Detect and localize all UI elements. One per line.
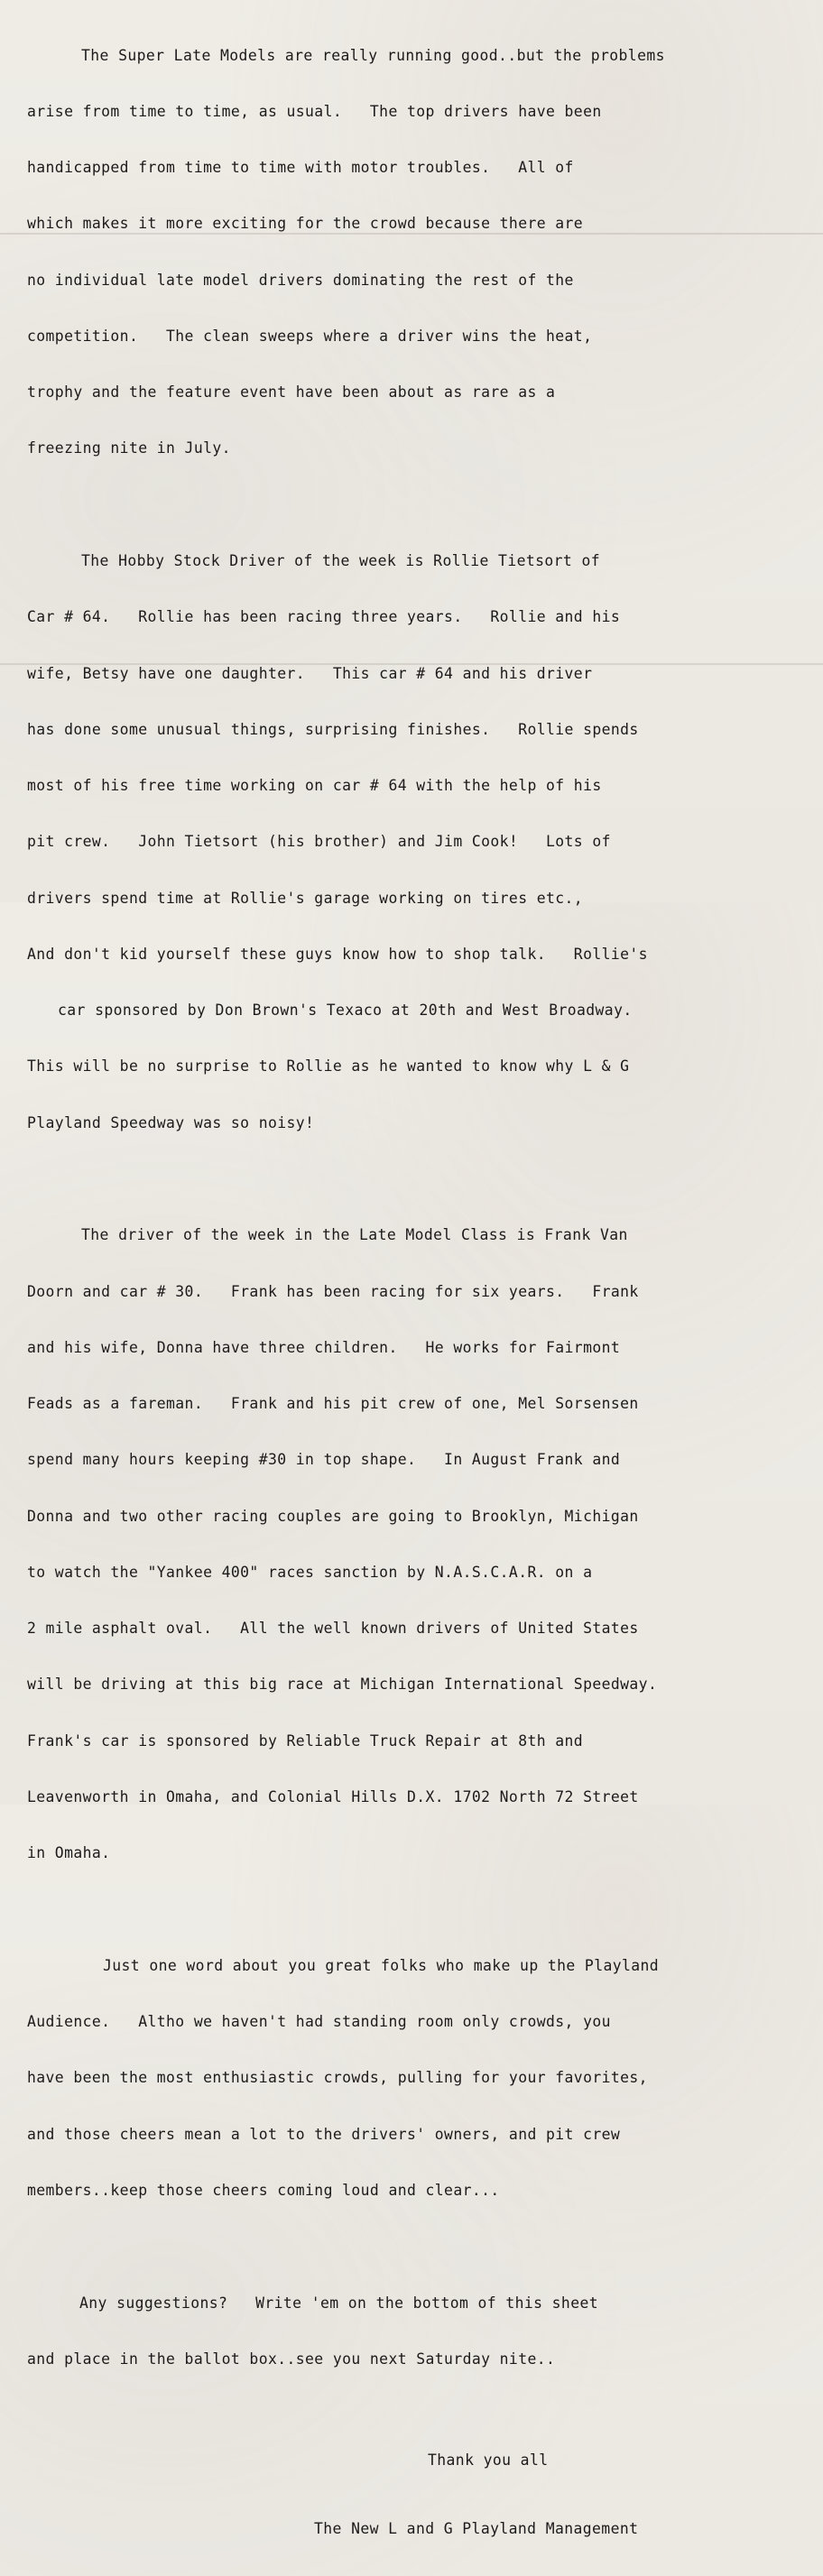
paragraph-late-models xyxy=(27,9,805,496)
text-line: arise from time to time, as usual. The top drivers have been xyxy=(27,102,602,120)
text-line: This will be no surprise to Rollie as he wanted to know why L & G xyxy=(27,1057,630,1076)
text-line: Feads as a fareman. Frank and his pit crew of one, Mel Sorsensen xyxy=(27,1395,639,1412)
text-line: And don't kid yourself these guys know how to shop talk. Rollie's xyxy=(27,945,648,963)
text-line: Car # 64. Rollie has been racing three years. Rollie and his xyxy=(27,608,621,626)
text-line: spend many hours keeping #30 in top shape. In August Frank and xyxy=(27,1451,621,1469)
text-line: and place in the ballot box..see you next Saturday nite.. xyxy=(27,2350,556,2368)
text-line: The driver of the week in the Late Model Class is Frank Van xyxy=(81,1226,628,1244)
text-line: competition. The clean sweeps where a driver wins the heat, xyxy=(27,327,593,345)
text-line: handicapped from time to time with motor troubles. All of xyxy=(27,159,574,176)
text-line: freezing nite in July. xyxy=(27,439,231,457)
paragraph-audience xyxy=(27,1919,805,2238)
text-line: Audience. Altho we haven't had standing room only crowds, you xyxy=(27,2013,611,2030)
text-line: in Omaha. xyxy=(27,1844,111,1861)
text-line: have been the most enthusiastic crowds, pulling for your favorites, xyxy=(27,2069,648,2087)
text-line: wife, Betsy have one daughter. This car # 64 and his driver xyxy=(27,664,593,682)
paragraph-hobby-stock-driver xyxy=(27,515,805,1170)
text-line: 2 mile asphalt oval. All the well known drivers of United States xyxy=(27,1620,639,1637)
text-line: has done some unusual things, surprising finishes. Rollie spends xyxy=(27,720,639,738)
text-line: and his wife, Donna have three children. He works for Fairmont xyxy=(27,1338,621,1356)
text-line: Any suggestions? Write 'em on the bottom of this sheet xyxy=(79,2294,599,2312)
text-line: Playland Speedway was so noisy! xyxy=(27,1113,315,1131)
text-line: members..keep those cheers coming loud and clear... xyxy=(27,2181,500,2199)
text-line: pit crew. John Tietsort (his brother) and Jim Cook! Lots of xyxy=(27,833,611,851)
text-line: Frank's car is sponsored by Reliable Truck Repair at 8th and xyxy=(27,1731,584,1750)
text-line: Donna and two other racing couples are going to Brooklyn, Michigan xyxy=(27,1507,639,1525)
text-line: car sponsored by Don Brown's Texaco at 20th and West Broadway. xyxy=(58,1002,633,1019)
text-line: The Super Late Models are really running good..but the problems xyxy=(81,46,665,64)
thank-you-line: Thank you all xyxy=(428,2451,549,2469)
text-line: drivers spend time at Rollie's garage working on tires etc., xyxy=(27,889,584,907)
text-line: to watch the "Yankee 400" races sanction by N.A.S.C.A.R. on a xyxy=(27,1563,593,1581)
paragraph-late-model-driver xyxy=(27,1189,805,1901)
text-line: trophy and the feature event have been about as rare as a xyxy=(27,383,556,401)
paragraph-suggestions xyxy=(27,2257,805,2406)
text-line: and those cheers mean a lot to the drivers' owners, and pit crew xyxy=(27,2125,621,2143)
text-line: will be driving at this big race at Michigan International Speedway. xyxy=(27,1676,658,1694)
signoff xyxy=(27,2414,805,2576)
text-line: Just one word about you great folks who make up the Playland xyxy=(103,1956,660,1974)
text-line: Doorn and car # 30. Frank has been racing for six years. Frank xyxy=(27,1282,639,1300)
signature-line: The New L and G Playland Management xyxy=(314,2519,639,2537)
text-line: no individual late model drivers dominating the rest of the xyxy=(27,271,574,289)
text-line: The Hobby Stock Driver of the week is Rollie Tietsort of xyxy=(81,552,601,569)
text-line: most of his free time working on car # 64 with the help of his xyxy=(27,777,602,794)
text-line: Leavenworth in Omaha, and Colonial Hills D.X. 1702 North 72 Street xyxy=(27,1787,639,1805)
text-line: which makes it more exciting for the crowd because there are xyxy=(27,215,584,233)
